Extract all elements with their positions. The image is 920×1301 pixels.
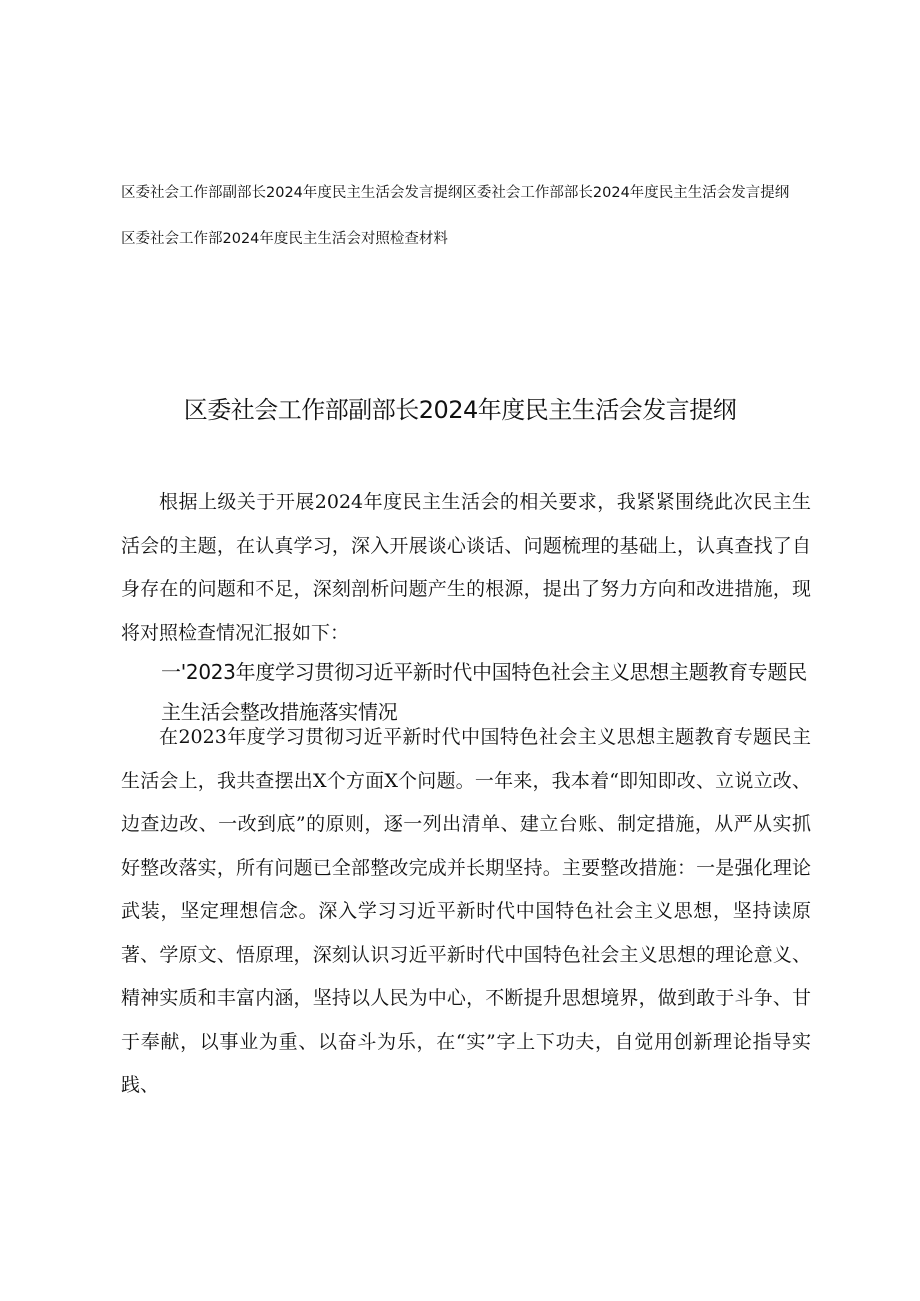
toc-entry[interactable]: 区委社会工作部副部长2024年度民主生活会发言提纲区委社会工作部部长2024年度民主生活会发言提纲 (121, 185, 790, 201)
toc-entry[interactable]: 区委社会工作部2024年度民主生活会对照检查材料 (121, 231, 448, 247)
intro-paragraph: 根据上级关于开展2024年度民主生活会的相关要求，我紧紧围绕此次民主生活会的主题，在认真学习，深入开展谈心谈话、问题梳理的基础上，认真查找了自身存在的问题和不足，深刻剖析问题产生的根源，提出了努力方向和改进措施，现将对照检查情况汇报如下： (121, 491, 811, 644)
section-paragraph: 在2023年度学习贯彻习近平新时代中国特色社会主义思想主题教育专题民主生活会上，我共查摆出X个方面X个问题。一年来，我本着“即知即改、立说立改、边查边改、一改到底”的原则，逐一列出清单、建立台账、制定措施，从严从实抓好整改落实，所有问题已全部整改完成并长期坚持。主要整改措施：一是强化理论武装，坚定理想信念。深入学习习近平新时代中国特色社会主义思想，坚持读原著、学原文、悟原理，深刻认识习近平新时代中国特色社会主义思想的理论意义、精神实质和丰富内涵，坚持以人民为中心，不断提升思想境界，做到敢于斗争、甘于奉献，以事业为重、以奋斗为乐，在“实”字上下功夫，自觉用创新理论指导实践、 (121, 726, 811, 1096)
document-title: 区委社会工作部副部长2024年度民主生活会发言提纲 (183, 396, 737, 424)
section-heading-text: 一'2023年度学习贯彻习近平新时代中国特色社会主义思想主题教育专题民主生活会整改措施落实情况 (161, 660, 807, 724)
table-of-contents (121, 180, 821, 252)
